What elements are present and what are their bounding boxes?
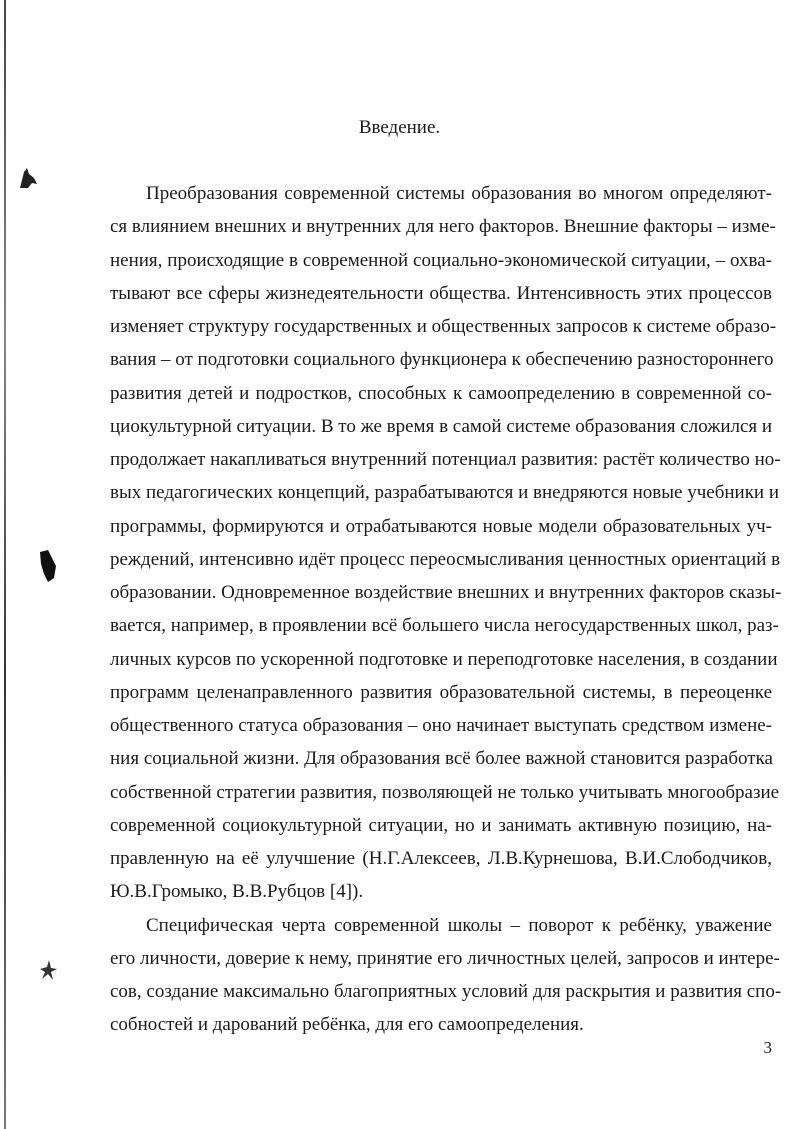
text-line: сов, создание максимально благоприятных условий для раскрытия и развития спо- xyxy=(110,981,782,1002)
text-line: образовании. Одновременное воздействие внешних и внутренних факторов сказы- xyxy=(110,582,782,603)
text-line: Ю.В.Громыко, В.В.Рубцов [4]). xyxy=(110,881,364,903)
document-title: Введение. xyxy=(358,117,441,138)
text-line: программ целенаправленного развития образовательной системы, в переоценке xyxy=(110,681,772,703)
text-line: реждений, интенсивно идёт процесс переосмысливания ценностных ориентаций в xyxy=(110,548,781,570)
paragraph-2 xyxy=(110,909,782,1042)
text-line: правленную на её улучшение (Н.Г.Алексеев, Л.В.Курнешова, В.И.Слободчиков, xyxy=(110,848,772,869)
margin-mark-3 xyxy=(37,957,59,983)
text-line: современной социокультурной ситуации, но и занимать активную позицию, на- xyxy=(110,814,772,836)
text-line: нения, происходящие в современной социально-экономической ситуации, – охва- xyxy=(110,249,772,271)
text-line: собностей и дарований ребёнка, для его самоопределения. xyxy=(110,1014,584,1036)
text-line: вания – от подготовки социального функционера к обеспечению разностороннего xyxy=(110,349,774,371)
text-line: его личности, доверие к нему, принятие его личностных целей, запросов и интере- xyxy=(110,947,780,969)
document-body xyxy=(110,177,782,1042)
text-line: общественного статуса образования – оно начинает выступать средством измене- xyxy=(110,715,772,736)
text-line: личных курсов по ускоренной подготовке и переподготовке населения, в создании xyxy=(110,648,778,670)
text-line: продолжает накапливаться внутренний потенциал развития: растёт количество но- xyxy=(110,449,781,470)
text-line: циокультурной ситуации. В то же время в самой системе образования сложился и xyxy=(110,415,773,437)
page-number: 3 xyxy=(763,1038,772,1057)
margin-mark-1 xyxy=(14,164,40,192)
paragraph-1 xyxy=(110,177,782,909)
margin-mark-2 xyxy=(36,548,60,584)
text-line: Специфическая черта современной школы – поворот к ребёнку, уважение xyxy=(146,914,772,936)
text-line: Преобразования современной системы образования во многом определяют- xyxy=(146,183,772,204)
text-line: собственной стратегии развития, позволяющей не только учитывать многообразие xyxy=(110,781,780,803)
text-line: вых педагогических концепций, разрабатываются и внедряются новые учебники и xyxy=(110,482,780,504)
text-line: вается, например, в проявлении всё большего числа негосударственных школ, раз- xyxy=(110,615,779,637)
text-line: ния социальной жизни. Для образования всё более важной становится разработка xyxy=(110,748,773,770)
text-line: тывают все сферы жизнедеятельности общества. Интенсивность этих процессов xyxy=(110,282,772,304)
text-line: программы, формируются и отрабатываются новые модели образовательных уч- xyxy=(110,515,772,537)
scan-left-edge xyxy=(4,0,6,1129)
text-line: изменяет структуру государственных и общественных запросов к системе образо- xyxy=(110,316,777,337)
text-line: ся влиянием внешних и внутренних для него факторов. Внешние факторы – изме- xyxy=(110,216,776,238)
text-line: развития детей и подростков, способных к самоопределению в современной со- xyxy=(110,382,772,404)
